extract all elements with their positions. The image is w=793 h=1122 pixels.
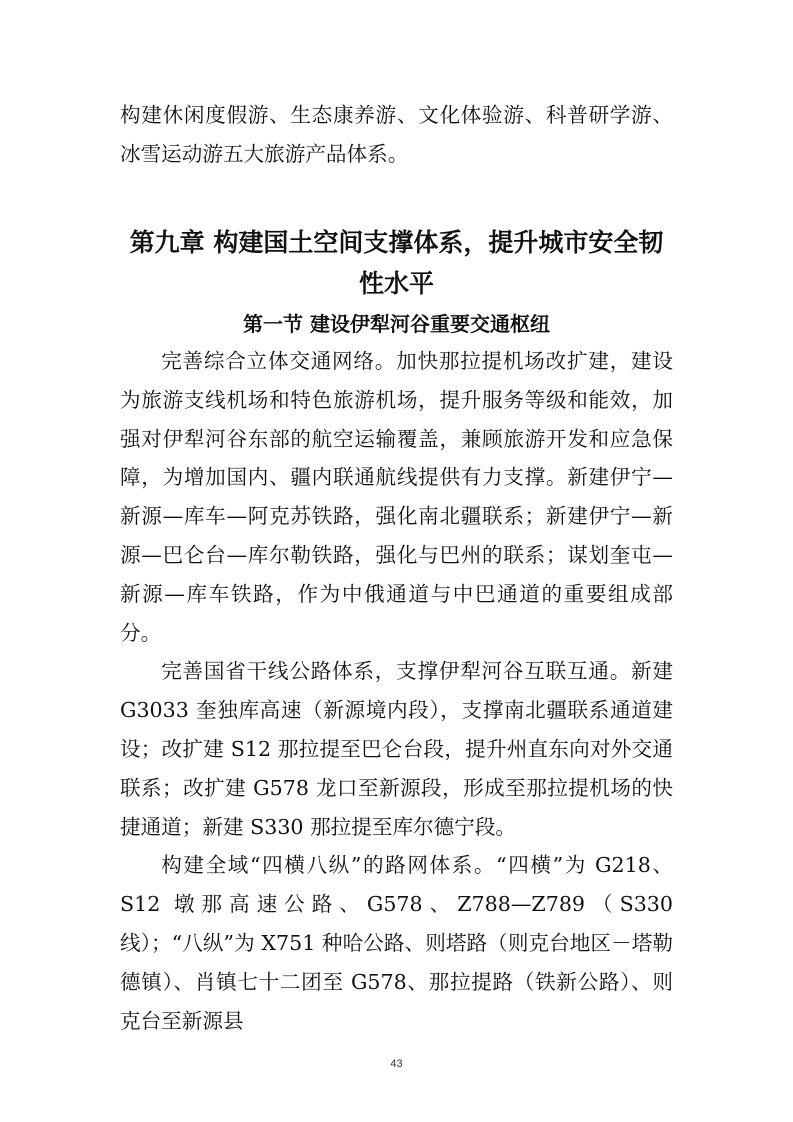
section-title: 第一节 建设伊犁河谷重要交通枢纽: [243, 312, 550, 336]
paragraph-highway-system: 完善国省干线公路体系，支撑伊犁河谷互联互通。新建G3033 奎独库高速（新源境内段），支撑南北疆联系通道建设；改扩建 S12 那拉提至巴仑台段，提升州直东向对外交通联系；改扩建 G578 龙口至新源段，形成至那拉提机场的快捷通道；新建 S330 那拉提至库尔德宁段。: [120, 659, 673, 839]
body-text: [120, 342, 673, 1040]
page-number: 43: [390, 1058, 403, 1070]
paragraph-road-network: 构建全域“四横八纵”的路网体系。“四横”为 G218、S12 墩那高速公路、G578、Z788—Z789（S330 线）；“八纵”为 X751 种哈公路、则塔路（则克台地区－塔勒德镇）、肖镇七十二团至 G578、那拉提路（铁新公路）、则克台至新源县: [120, 853, 673, 1033]
paragraph-transport-network: 完善综合立体交通网络。加快那拉提机场改扩建，建设为旅游支线机场和特色旅游机场，提升服务等级和能效，加强对伊犁河谷东部的航空运输覆盖，兼顾旅游开发和应急保障，为增加国内、疆内联通航线提供有力支撑。新建伊宁—新源—库车—阿克苏铁路，强化南北疆联系；新建伊宁—新源—巴仑台—库尔勒铁路，强化与巴州的联系；谋划奎屯—新源—库车铁路，作为中俄通道与中巴通道的重要组成部分。: [120, 349, 673, 645]
continuation-paragraph: 构建休闲度假游、生态康养游、文化体验游、科普研学游、冰雪运动游五大旅游产品体系。: [120, 103, 673, 166]
chapter-title: 第九章 构建国土空间支撑体系，提升城市安全韧性水平: [129, 228, 664, 298]
